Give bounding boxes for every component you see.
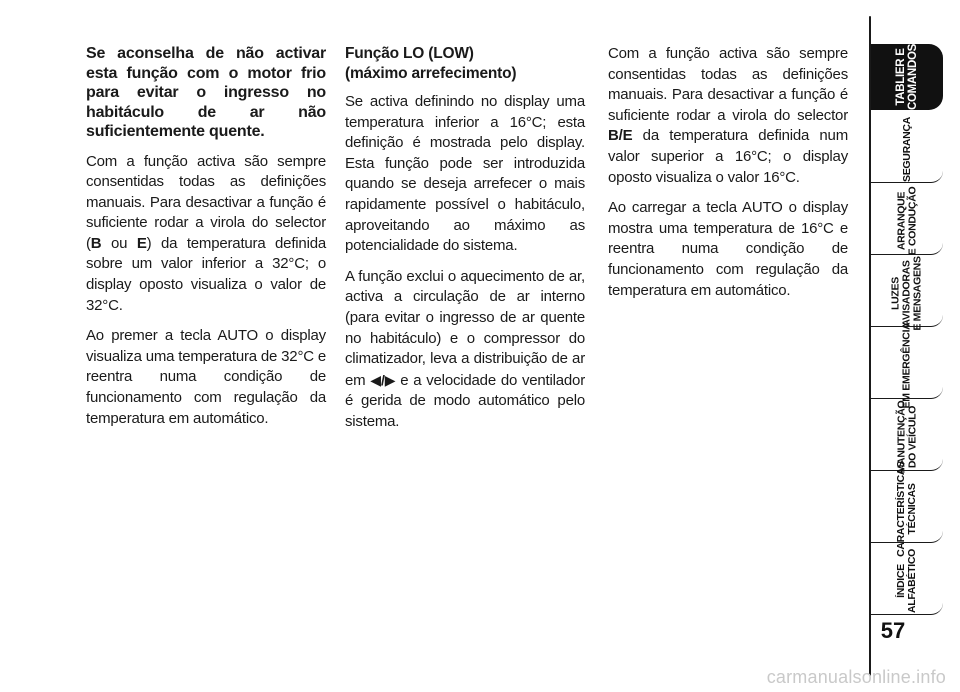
tab-label — [896, 187, 918, 256]
text-run: A função exclui o aquecimento de ar, activa a circulação de ar interno (para evitar o ingresso de ar quente no habitáculo) e o compressor do climatizador, leva a distribuição de ar em — [345, 267, 585, 389]
chapter-sidebar — [869, 0, 960, 692]
section-heading — [345, 44, 585, 84]
tab-label-line: ALFABÉTICO — [906, 548, 918, 614]
warning-text: Se aconselha de não activar esta função com o motor frio para evitar o ingresso no habitáculo de ar não suficientemente quente. — [86, 45, 326, 140]
tab-label-line: TÉCNICAS — [906, 483, 918, 535]
paragraph: Ao premer a tecla AUTO o display visualiza uma temperatura de 32°C e reentra numa condição de funcionamento com regulação da temperatura em automático. — [86, 327, 326, 427]
tab-características-técnicas[interactable] — [871, 461, 943, 557]
tab-label-line: E CONDUÇÃO — [905, 186, 918, 256]
key-e: E — [136, 234, 147, 252]
paragraph — [345, 267, 585, 433]
column-3 — [608, 44, 848, 311]
tab-label-line: E MENSAGENS — [911, 255, 924, 331]
tab-luzes-avisadoras-e-mensagens[interactable] — [871, 255, 943, 331]
tab-label-line: SEGURANÇA — [900, 116, 913, 182]
paragraph — [86, 152, 326, 317]
tab-label — [896, 461, 918, 557]
key-b: B — [90, 234, 102, 252]
page-number: 57 — [880, 618, 906, 643]
heading-line: Função LO (LOW) — [345, 45, 474, 62]
text-run: ou — [101, 234, 137, 252]
tab-label — [891, 256, 924, 330]
paragraph: Ao carregar a tecla AUTO o display mostra uma temperatura de 16°C e reentra numa condição de funcionamento com regulação da temperatura em automático. — [608, 199, 848, 299]
text-run: da temperatura definida num valor superior a 16°C; o display oposto visualiza o valor 16°C. — [608, 127, 848, 186]
tab-label-line: COMANDOS — [907, 44, 919, 110]
tab-segurança[interactable] — [871, 116, 943, 183]
tab-label-line: ÍNDICE — [895, 564, 907, 598]
tab-tablier-e-comandos[interactable] — [871, 44, 943, 110]
text-run: Com a função activa são sempre consentidas todas as definições manuais. Para desactivar a função é suficiente rodar a virola do selector ( — [86, 152, 326, 252]
tab-label-line: AVISADORAS — [900, 259, 913, 327]
tab-label — [896, 549, 918, 613]
text-run: Com a função activa são sempre consentidas todas as definições manuais. Para desactivar a função é suficiente rodar a virola do selector — [608, 45, 848, 124]
air-distribution-arrows-icon: ◀/▶ — [370, 371, 396, 388]
paragraph: Se activa definindo no display uma temperatura inferior a 16°C; esta definição é mostrada pelo display. Esta função pode ser introduzida quando se deseja arrefecer o mais rapidamente possível o habitáculo, aproveitando ao máximo as potencialidade do sistema. — [345, 93, 585, 255]
tab-label-line: EM EMERGÊNCIA — [900, 322, 913, 408]
tab-label — [895, 44, 919, 110]
tab-label — [902, 322, 913, 408]
tab-label-line: ARRANQUE — [894, 191, 907, 251]
watermark: carmanualsonline.info — [766, 667, 946, 687]
heading-line: (máximo arrefecimento) — [345, 65, 517, 82]
tab-arranque-e-condução[interactable] — [871, 188, 943, 255]
tab-label — [901, 117, 912, 182]
tab-label-line: CARACTERÍSTICAS — [895, 461, 907, 557]
paragraph — [608, 44, 848, 188]
tab-em-emergência[interactable] — [871, 322, 943, 408]
tab-label-line: TABLIER E — [895, 48, 907, 106]
column-1 — [86, 44, 326, 439]
text-run: ) da temperatura definida sobre um valor inferior a 32°C; o display oposto visualiza o valor de 32°C. — [86, 234, 326, 314]
column-2 — [345, 44, 585, 443]
text-run: e a velocidade do ventilador é gerida de modo automático pelo sistema. — [345, 371, 585, 430]
tab-label-line: LUZES — [889, 276, 902, 310]
tab-label-line: DO VEÍCULO — [906, 405, 919, 469]
key-b-e: B/E — [608, 127, 633, 145]
tab-label-line: MANUTENÇÃO — [895, 400, 908, 474]
tab-índice-alfabético[interactable] — [871, 548, 943, 615]
